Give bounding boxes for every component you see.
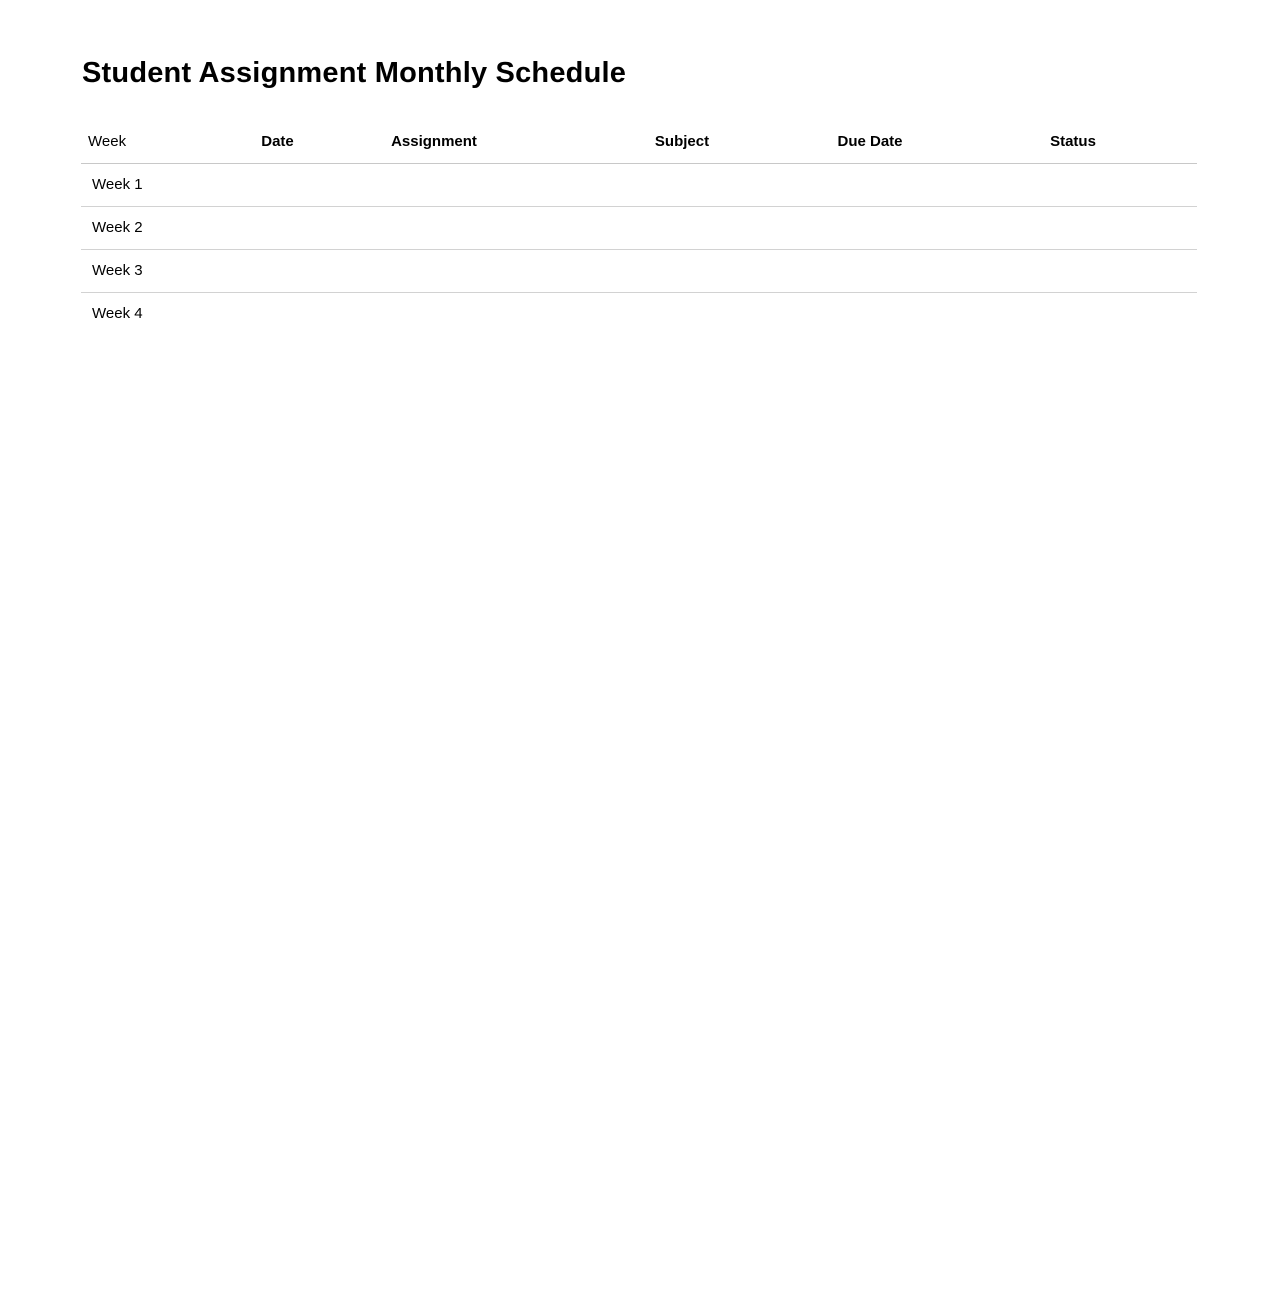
table-body	[81, 163, 1197, 335]
table-header	[81, 120, 1197, 163]
table-row	[81, 163, 1197, 206]
cell-due-date	[791, 163, 949, 206]
table-row	[81, 249, 1197, 292]
column-header-assignment: Assignment	[295, 120, 573, 163]
cell-assignment	[295, 292, 573, 335]
cell-status	[949, 163, 1197, 206]
cell-subject	[573, 292, 791, 335]
cell-due-date	[791, 206, 949, 249]
cell-subject	[573, 249, 791, 292]
header-row	[81, 120, 1197, 163]
cell-subject	[573, 206, 791, 249]
column-header-subject: Subject	[573, 120, 791, 163]
cell-week-label: Week 4	[92, 305, 143, 323]
cell-date	[260, 292, 295, 335]
column-header-due-date: Due Date	[791, 120, 949, 163]
column-header-status: Status	[949, 120, 1197, 163]
table-row	[81, 292, 1197, 335]
cell-status	[949, 292, 1197, 335]
cell-subject	[573, 163, 791, 206]
cell-week-label: Week 3	[81, 249, 260, 292]
cell-assignment	[295, 249, 573, 292]
cell-date	[260, 206, 295, 249]
cell-status	[949, 206, 1197, 249]
column-header-week: Week	[81, 120, 260, 163]
cell-week-label: Week 2	[81, 206, 260, 249]
cell-date	[260, 163, 295, 206]
table-row	[81, 206, 1197, 249]
page-title: Student Assignment Monthly Schedule	[82, 57, 627, 89]
schedule-table	[81, 120, 1197, 335]
cell-due-date	[791, 249, 949, 292]
cell-date	[260, 249, 295, 292]
page	[0, 0, 1278, 335]
column-header-date: Date	[260, 120, 295, 163]
cell-assignment	[295, 163, 573, 206]
cell-status	[949, 249, 1197, 292]
cell-week-label: Week 1	[81, 163, 260, 206]
cell-assignment	[295, 206, 573, 249]
cell-due-date	[791, 292, 949, 335]
